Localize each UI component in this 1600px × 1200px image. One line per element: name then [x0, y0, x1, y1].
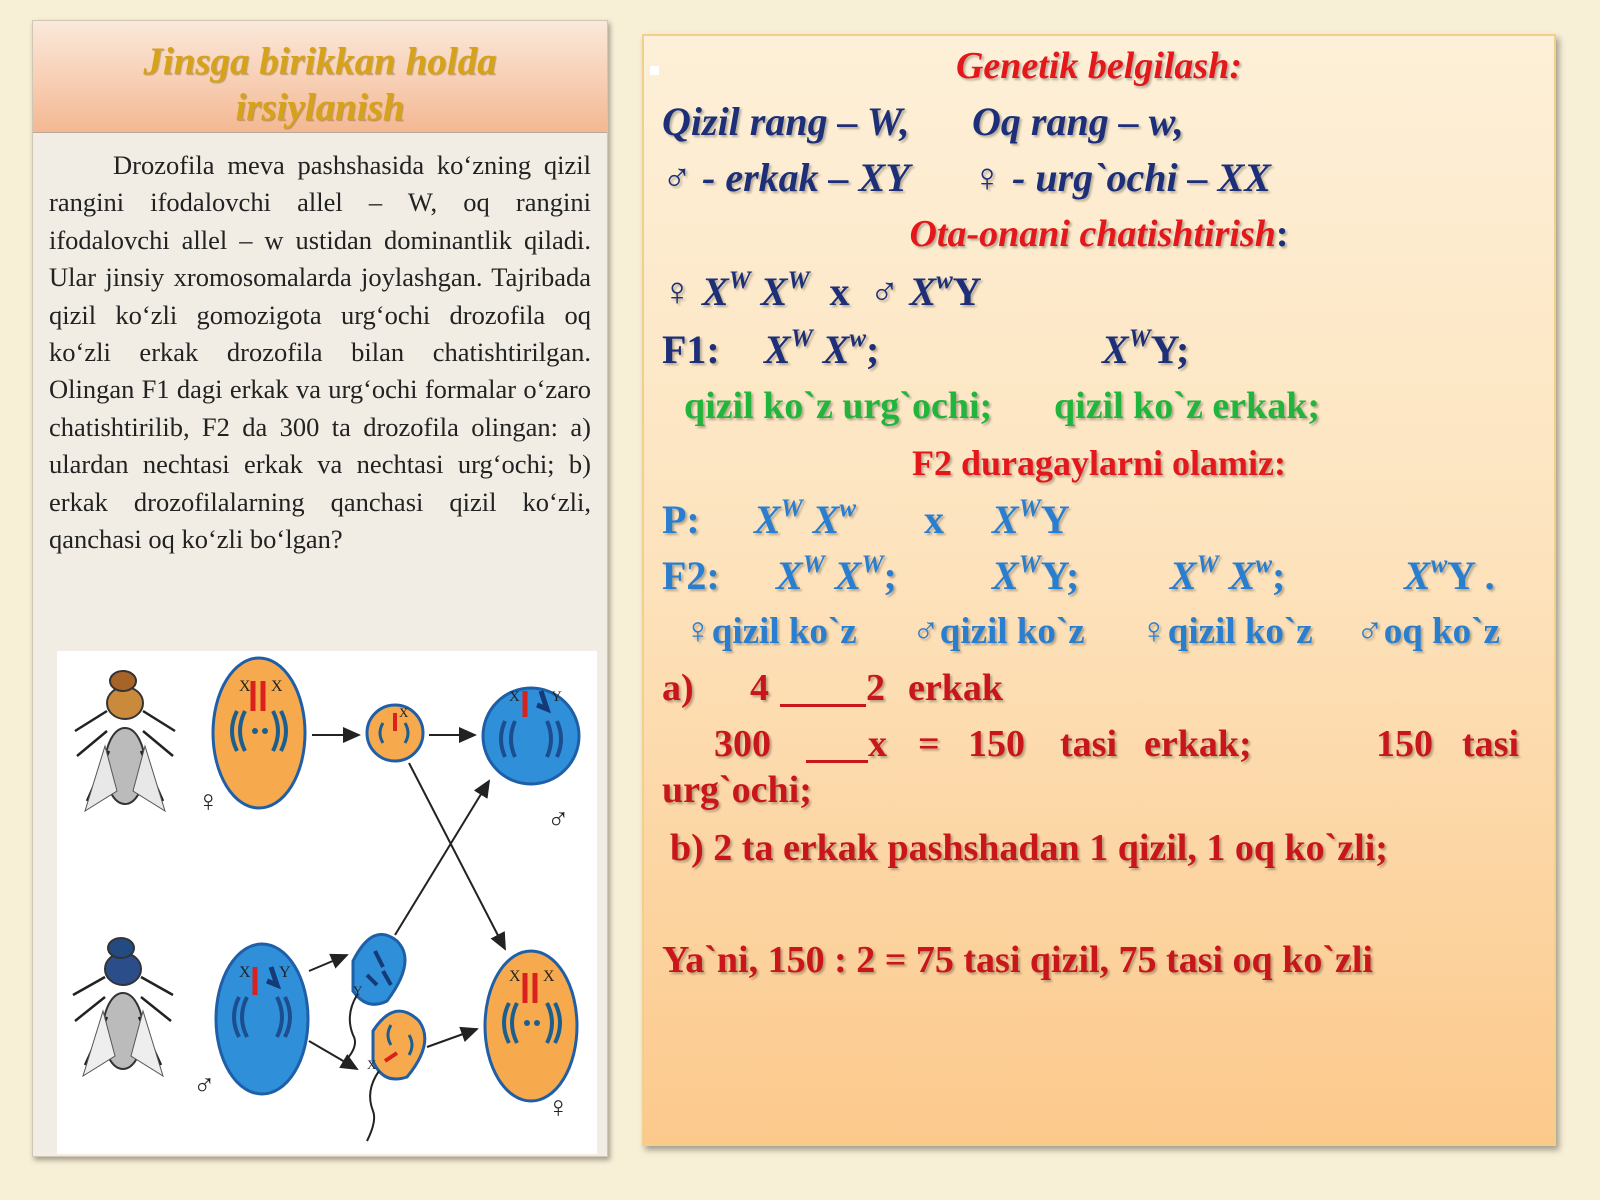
x-label: X: [271, 678, 283, 695]
chromosome-y: Y: [952, 269, 982, 314]
left-title-line2: irsiylanish: [235, 86, 405, 129]
male-offspring-cell: [483, 688, 579, 784]
male-sign-icon: ♂: [869, 269, 900, 314]
chromosome-y: Y;: [1150, 327, 1190, 372]
allele-w-dominant: W: [1196, 551, 1219, 579]
x-label: X: [543, 968, 555, 985]
f2-phenotype-1: ♀qizil ko`z: [684, 611, 857, 652]
male-definition: ♂ - erkak – XY: [662, 155, 910, 200]
erkak-word: erkak;: [1144, 723, 1252, 765]
left-title: [33, 21, 607, 133]
y-label: Y: [279, 964, 291, 981]
separator: ;: [865, 327, 880, 372]
parental-cross: [662, 268, 1536, 315]
fraction-line: [780, 666, 866, 707]
separator: ;: [883, 553, 897, 598]
inheritance-diagram: [57, 651, 597, 1154]
female-sign-icon: ♀: [197, 785, 220, 818]
allele-definitions: [662, 98, 1536, 145]
x-label: X: [367, 1057, 377, 1072]
right-panel: [642, 34, 1556, 1146]
answer-a-line1: [662, 666, 1536, 710]
f2-label: F2:: [662, 553, 720, 598]
allele-w-recessive: w: [839, 495, 856, 523]
allele-x: X: [822, 327, 850, 372]
allele-x: X: [764, 327, 791, 372]
x-label: X: [239, 964, 251, 981]
allele-x: X: [754, 497, 781, 542]
female-sign-icon: ♀: [662, 269, 692, 314]
f1-genotypes: [662, 326, 1536, 373]
allele-w-recessive: w: [1430, 551, 1448, 579]
tasi-word: tasi: [1462, 723, 1519, 765]
red-color-allele: Qizil rang – W,: [662, 99, 910, 144]
sex-definitions: [662, 154, 1536, 201]
x-label: X: [509, 689, 520, 705]
total-count: 300: [714, 723, 771, 765]
allele-w-dominant: W: [728, 267, 751, 295]
answer-a-line3: urg`ochi;: [662, 769, 812, 811]
allele-x: X: [1102, 327, 1129, 372]
conclusion: Ya`ni, 150 : 2 = 75 tasi qizil, 75 tasi oq ko`zli: [662, 939, 1373, 981]
unknown-x: x: [868, 723, 887, 765]
allele-x: X: [909, 269, 937, 314]
p-label: P:: [662, 497, 700, 542]
answer-a-word: erkak: [908, 667, 1003, 709]
male-count: 150: [968, 723, 1025, 765]
answer-a-num2: 2: [866, 667, 885, 709]
male-fly-icon: [73, 938, 173, 1076]
allele-x: X: [992, 497, 1019, 542]
x-label: X: [399, 705, 409, 720]
allele-x: X: [1170, 553, 1197, 598]
genetic-notation-heading: Genetik belgilash:: [955, 45, 1243, 87]
answer-a-label: a): [662, 667, 694, 709]
f2-genotypes: [662, 552, 1536, 599]
female-offspring-cell: [485, 951, 577, 1101]
x-label: X: [239, 678, 251, 695]
f2-heading: F2 duragaylarni olamiz:: [912, 443, 1286, 483]
allele-w-dominant: W: [780, 495, 803, 523]
female-count: 150: [1376, 723, 1433, 765]
f1-female-phenotype: qizil ko`z urg`ochi;: [684, 385, 993, 427]
allele-x: X: [834, 553, 862, 598]
allele-x: X: [992, 553, 1019, 598]
egg-cell-top: [367, 705, 423, 761]
allele-w-dominant: W: [1128, 325, 1151, 353]
female-cell-top: [213, 658, 305, 808]
allele-x: X: [1404, 553, 1431, 598]
left-panel: [32, 20, 608, 1157]
allele-w-dominant: W: [1018, 551, 1041, 579]
female-definition: ♀ - urg`ochi – XX: [972, 155, 1271, 200]
allele-w-dominant: W: [861, 551, 884, 579]
y-label: Y: [353, 983, 363, 998]
x-label: X: [509, 968, 521, 985]
f1-label: F1:: [662, 327, 720, 372]
allele-x: X: [812, 497, 840, 542]
drosophila-cross-figure: [57, 651, 597, 1154]
chromosome-y: Y .: [1447, 553, 1495, 598]
y-label: Y: [551, 689, 562, 705]
allele-w-recessive: w: [849, 325, 866, 353]
p-cross: [662, 496, 1536, 543]
separator: ;: [1271, 553, 1286, 598]
allele-x: X: [776, 553, 803, 598]
allele-w-dominant: W: [1018, 495, 1041, 523]
allele-w-recessive: w: [1255, 551, 1272, 579]
parents-cross-heading: [644, 212, 1554, 256]
answer-a-num1: 4: [750, 667, 769, 709]
female-fly-icon: [75, 671, 175, 811]
f2-phenotype-3: ♀qizil ko`z: [1140, 611, 1313, 652]
allele-w-dominant: W: [790, 325, 813, 353]
f1-male-phenotype: qizil ko`z erkak;: [1054, 385, 1320, 427]
sperm-cell-x: [367, 1011, 425, 1141]
equals-sign: =: [918, 723, 940, 765]
white-color-allele: Oq rang – w,: [972, 99, 1184, 144]
male-sign-icon: ♂: [547, 803, 570, 836]
parents-heading-colon: :: [1275, 213, 1289, 255]
allele-x: X: [760, 269, 788, 314]
parents-heading-text: Ota-onani chatishtirish: [909, 213, 1276, 255]
f2-phenotype-4: ♂oq ko`z: [1356, 611, 1500, 652]
left-title-line1: Jinsga birikkan holda: [143, 40, 497, 83]
chromosome-y: Y: [1040, 497, 1070, 542]
allele-w-recessive: w: [936, 267, 953, 295]
allele-w-dominant: W: [802, 551, 825, 579]
fraction-line: [806, 722, 868, 763]
problem-text: Drozofila meva pashshasida ko‘zning qizil rangini ifodalovchi allel – W, oq rangini ifodalovchi allel – w ustidan dominantlik qiladi. Ular jinsiy xromosomalarda joylashgan. Tajribada qizil ko‘zli gomozigota urg‘ochi drozofila oq ko‘zli erkak drozofila bilan chatishtirilgan. Olingan F1 dagi erkak va urg‘ochi formalar o‘zaro chatishtirilib, F2 da 300 ta drozofila olingan: a) ulardan nechtasi erkak va nechtasi urg‘ochi; b) erkak drozofilalarning qanchasi qizil ko‘zli, qanchasi oq ko‘zli bo‘lgan?: [49, 150, 591, 555]
female-sign-icon: ♀: [547, 1091, 570, 1124]
chromosome-y: Y;: [1040, 553, 1080, 598]
cross-sign: x: [829, 269, 850, 314]
f2-phenotype-2: ♂qizil ko`z: [912, 611, 1085, 652]
answer-b: b) 2 ta erkak pashshadan 1 qizil, 1 oq ko`zli;: [670, 827, 1388, 869]
allele-w-dominant: W: [787, 267, 810, 295]
cross-sign: x: [924, 497, 944, 542]
tasi-word: tasi: [1060, 723, 1117, 765]
male-cell-bottom: [216, 944, 308, 1094]
allele-x: X: [1228, 553, 1256, 598]
allele-x: X: [702, 269, 729, 314]
male-sign-icon: ♂: [193, 1069, 216, 1102]
